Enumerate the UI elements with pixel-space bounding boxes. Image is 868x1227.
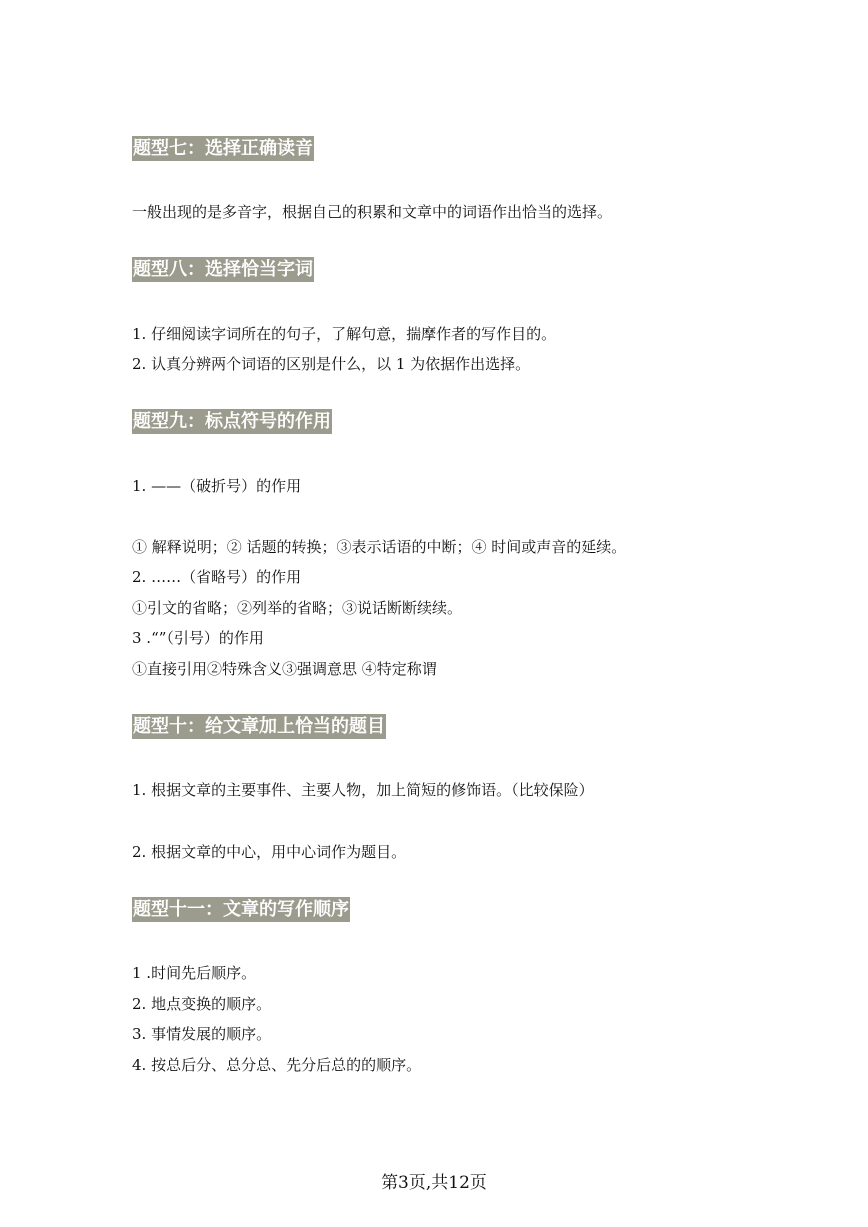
section-7-line-1: 一般出现的是多音字，根据自己的积累和文章中的词语作出恰当的选择。 <box>132 203 613 221</box>
page-number-footer: 第3页,共12页 <box>381 1173 487 1193</box>
section-9-line-3: 2. ……（省略号）的作用 <box>132 568 302 586</box>
section-heading-8: 题型八：选择恰当字词 <box>133 259 313 280</box>
section-9-line-2: ① 解释说明；② 话题的转换；③表示话语的中断；④ 时间或声音的延续。 <box>132 538 627 556</box>
section-8-line-2: 2. 认真分辨两个词语的区别是什么，以 1 为依据作出选择。 <box>132 355 531 373</box>
section-11-line-2: 2. 地点变换的顺序。 <box>132 995 272 1013</box>
section-10-line-2: 2. 根据文章的中心，用中心词作为题目。 <box>132 843 407 861</box>
section-8-line-1: 1. 仔细阅读字词所在的句子，了解句意，揣摩作者的写作目的。 <box>132 325 557 343</box>
section-10-line-1: 1. 根据文章的主要事件、主要人物，加上简短的修饰语。（比较保险） <box>132 781 594 799</box>
section-heading-7: 题型七：选择正确读音 <box>133 138 313 159</box>
section-heading-10: 题型十：给文章加上恰当的题目 <box>133 716 385 737</box>
section-11-line-4: 4. 按总后分、总分总、先分后总的的顺序。 <box>132 1056 422 1074</box>
section-9-line-1: 1. ——（破折号）的作用 <box>132 477 302 495</box>
section-heading-9: 题型九：标点符号的作用 <box>133 411 331 432</box>
section-9-line-6: ①直接引用②特殊含义③强调意思 ④特定称谓 <box>132 660 437 678</box>
section-9-line-5: 3 .“”（引号）的作用 <box>132 629 264 647</box>
section-9-line-4: ①引文的省略；②列举的省略；③说话断断续续。 <box>132 599 463 617</box>
section-11-line-3: 3. 事情发展的顺序。 <box>132 1025 272 1043</box>
section-11-line-1: 1 .时间先后顺序。 <box>132 964 257 982</box>
section-heading-11: 题型十一：文章的写作顺序 <box>133 899 349 920</box>
